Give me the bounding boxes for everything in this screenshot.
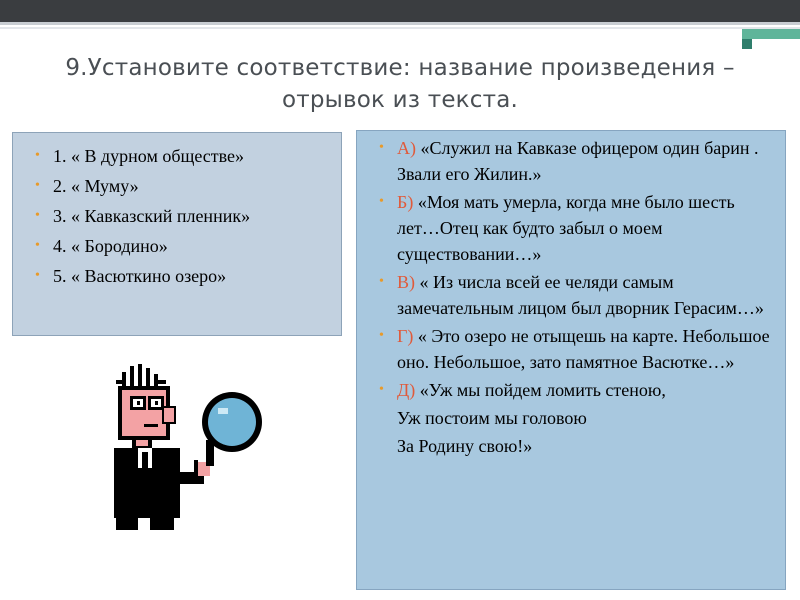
- accent-bar: [742, 29, 800, 39]
- work-title: 3. « Кавказский пленник»: [53, 206, 251, 226]
- list-item: [379, 269, 779, 321]
- bullet-icon: •: [379, 328, 384, 343]
- excerpt-text: « Из числа всей ее челяди самым замечательным лицом был дворник Герасим…»: [397, 272, 764, 318]
- work-title: 2. « Муму»: [53, 176, 139, 196]
- works-list-box: [12, 132, 342, 336]
- list-item: [379, 189, 779, 267]
- list-item: [379, 135, 779, 187]
- poem-line: За Родину свою!»: [397, 436, 533, 456]
- list-item: [379, 323, 779, 375]
- top-bar-line: [0, 27, 800, 29]
- excerpts-box: [356, 130, 786, 590]
- excerpt-letter: А): [397, 138, 416, 158]
- work-title: 5. « Васюткино озеро»: [53, 266, 227, 286]
- list-item: [35, 231, 250, 261]
- list-item: [35, 261, 250, 291]
- top-bar-stripe: [0, 22, 800, 25]
- slide-title: 9.Установите соответствие: название произведения – отрывок из текста.: [65, 55, 735, 113]
- excerpt-letter: В): [397, 272, 415, 292]
- excerpt-text: «Уж мы пойдем ломить стеною,: [415, 380, 666, 400]
- bullet-icon: •: [379, 140, 384, 155]
- bullet-icon: •: [379, 274, 384, 289]
- bullet-icon: •: [35, 178, 40, 193]
- excerpt-letter: Г): [397, 326, 414, 346]
- bullet-icon: •: [35, 268, 40, 283]
- detective-magnifier-illustration: [94, 362, 274, 532]
- bullet-icon: •: [35, 208, 40, 223]
- excerpt-text: « Это озеро не отыщешь на карте. Небольшое оно. Небольшое, зато памятное Васютке…»: [397, 326, 770, 372]
- accent-square: [742, 39, 752, 49]
- bullet-icon: •: [379, 194, 384, 209]
- works-list: [35, 141, 250, 291]
- excerpt-letter: Б): [397, 192, 414, 212]
- bullet-icon: •: [379, 382, 384, 397]
- list-item: [379, 377, 779, 403]
- list-item: [35, 201, 250, 231]
- excerpt-text: «Служил на Кавказе офицером один барин . Звали его Жилин.»: [397, 138, 759, 184]
- work-title: 4. « Бородино»: [53, 236, 168, 256]
- bullet-icon: •: [35, 148, 40, 163]
- excerpt-text: «Моя мать умерла, когда мне было шесть лет…Отец как будто забыл о моем существовании…»: [397, 192, 735, 264]
- excerpt-letter: Д): [397, 380, 416, 400]
- top-bar: [0, 0, 800, 22]
- work-title: 1. « В дурном обществе»: [53, 146, 245, 166]
- poem-line: Уж постоим мы головою: [397, 408, 587, 428]
- list-item: [35, 141, 250, 171]
- bullet-icon: •: [35, 238, 40, 253]
- list-item: [35, 171, 250, 201]
- excerpts-list: [379, 135, 779, 461]
